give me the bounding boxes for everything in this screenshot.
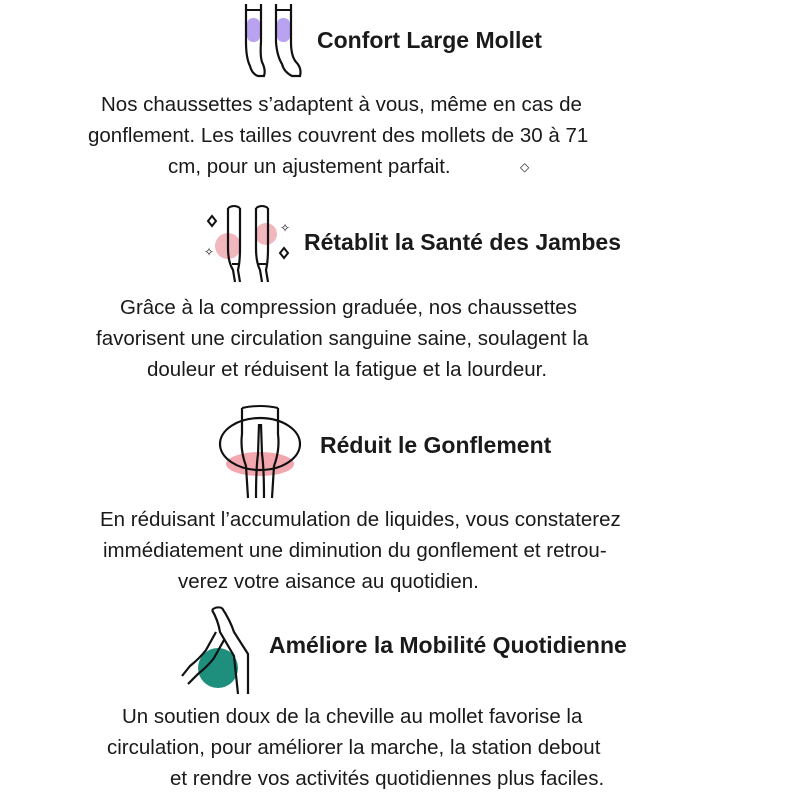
description-line: Un soutien doux de la cheville au mollet favorise la <box>122 705 583 728</box>
description-line: gonflement. Les tailles couvrent des mollets de 30 à 71 <box>88 124 589 147</box>
description-line: Grâce à la compression graduée, nos chaussettes <box>120 296 577 319</box>
feature-header <box>216 404 306 505</box>
sparkling-legs-icon <box>200 204 296 291</box>
feature-header <box>178 606 258 703</box>
description-line: cm, pour un ajustement parfait. <box>168 155 451 178</box>
description-line: favorisent une circulation sanguine saine, soulagent la <box>96 327 589 350</box>
feature-title: Réduit le Gonflement <box>320 432 552 458</box>
description-line: douleur et réduisent la fatigue et la lourdeur. <box>147 358 548 381</box>
description-line: verez votre aisance au quotidien. <box>178 570 479 593</box>
feature-header <box>200 204 296 291</box>
feature-title: Rétablit la Santé des Jambes <box>304 229 622 255</box>
svg-text:✧: ✧ <box>204 245 215 259</box>
description-line: immédiatement une diminution du gonflement et retrou- <box>103 539 607 562</box>
svg-text:✧: ✧ <box>280 221 291 235</box>
description-line: Nos chaussettes s’adaptent à vous, même en cas de <box>101 93 582 116</box>
feature-title: Améliore la Mobilité Quotidienne <box>269 632 627 658</box>
feature-title: Confort Large Mollet <box>317 27 542 53</box>
description-line: et rendre vos activités quotidiennes plus faciles. <box>170 767 605 790</box>
walking-legs-icon <box>178 606 258 703</box>
description-line: circulation, pour améliorer la marche, la station debout <box>107 736 601 759</box>
compression-stockings-icon <box>240 2 308 85</box>
feature-header <box>240 2 308 85</box>
swollen-legs-icon <box>216 404 306 505</box>
description-line: En réduisant l’accumulation de liquides, vous constaterez <box>100 508 621 531</box>
diamond-icon: ◇ <box>520 160 530 174</box>
